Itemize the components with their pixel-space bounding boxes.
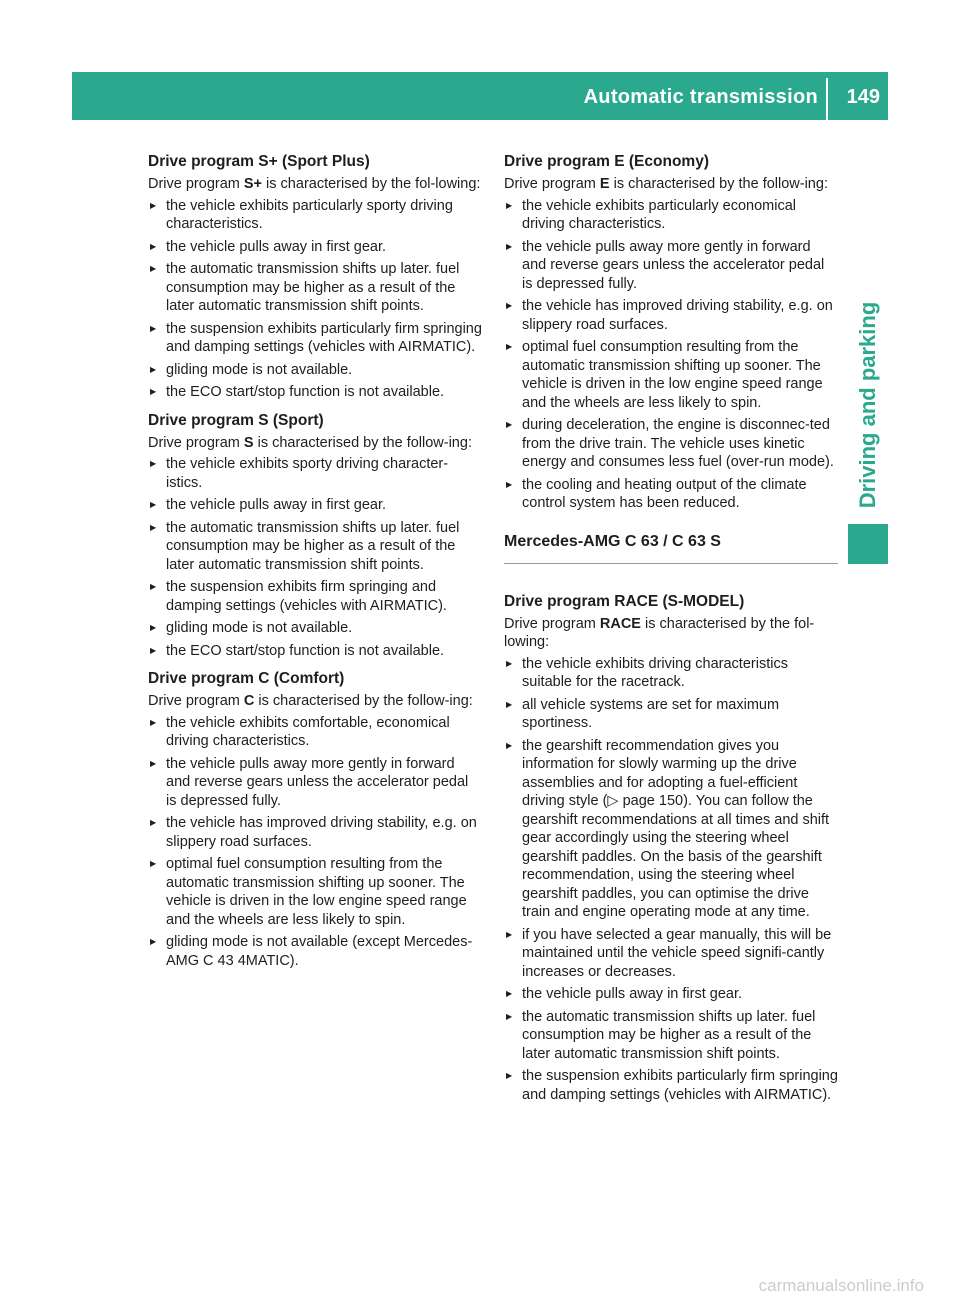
- bullet-arrow-icon: [506, 238, 512, 257]
- list-item-text: the automatic transmission shifts up later. fuel consumption may be higher as a result of the later automatic transmission shift points.: [166, 261, 460, 314]
- intro-text: Drive program: [504, 176, 600, 192]
- list-item: [504, 476, 838, 513]
- list-item: [148, 814, 482, 851]
- list-item: [148, 755, 482, 811]
- bullet-arrow-icon: [150, 578, 156, 597]
- list-item-text: optimal fuel consumption resulting from the automatic transmission shifting up sooner. The vehicle is driven in the low engine speed range and the wheels are less likely to spin.: [522, 339, 823, 411]
- list-item: [504, 338, 838, 412]
- list-item-text: the vehicle pulls away more gently in forward and reverse gears unless the accelerator pedal is depressed fully.: [166, 755, 469, 809]
- program-key: S+: [243, 176, 263, 192]
- list-item-text: all vehicle systems are set for maximum sportiness.: [522, 696, 780, 731]
- list-item: [148, 714, 482, 751]
- bullet-arrow-icon: [150, 714, 156, 733]
- bullet-arrow-icon: [506, 338, 512, 357]
- list-item: [504, 655, 838, 692]
- bullet-arrow-icon: [506, 655, 512, 674]
- bullet-arrow-icon: [506, 476, 512, 495]
- bullet-list: [504, 197, 838, 513]
- bullet-arrow-icon: [506, 696, 512, 715]
- intro-text: Drive program: [504, 615, 600, 632]
- section-heading: Drive program S (Sport): [148, 411, 324, 429]
- intro-text: is characterised by the follow-ing:: [253, 434, 472, 451]
- intro-text: Drive program: [148, 176, 244, 192]
- section-intro: [148, 175, 482, 194]
- list-item: [504, 197, 838, 234]
- list-item: [148, 361, 482, 380]
- bullet-arrow-icon: [150, 855, 156, 874]
- section-heading: Drive program C (Comfort): [148, 670, 345, 687]
- list-item: [504, 696, 838, 733]
- section-intro: [148, 692, 482, 711]
- list-item-text: gliding mode is not available.: [166, 620, 353, 636]
- list-item-text: the vehicle exhibits comfortable, economical driving characteristics.: [166, 714, 450, 749]
- program-key: E: [599, 176, 610, 192]
- list-item-text: the vehicle has improved driving stability, e.g. on slippery road surfaces.: [522, 298, 833, 333]
- bullet-arrow-icon: [506, 1067, 512, 1086]
- bullet-arrow-icon: [150, 361, 156, 380]
- list-item: [504, 297, 838, 334]
- list-item: [148, 455, 482, 492]
- bullet-arrow-icon: [150, 642, 156, 661]
- intro-text: is characterised by the fol-lowing:: [504, 615, 815, 650]
- list-item-text: the vehicle exhibits particularly economical driving characteristics.: [522, 197, 797, 232]
- bullet-arrow-icon: [150, 619, 156, 638]
- section-sport-plus: [148, 152, 482, 402]
- bullet-list: [504, 655, 838, 1105]
- bullet-list: [148, 455, 482, 660]
- bullet-arrow-icon: [150, 455, 156, 474]
- header-divider: [826, 78, 828, 120]
- page-number: 149: [846, 86, 880, 108]
- list-item-text: the vehicle exhibits driving characteristics suitable for the racetrack.: [522, 655, 788, 690]
- list-item: [148, 578, 482, 615]
- section-intro: [504, 175, 838, 194]
- page-title: Automatic transmission: [583, 86, 818, 108]
- list-item: [148, 619, 482, 638]
- list-item-text: if you have selected a gear manually, this will be maintained until the vehicle speed signifi-cantly increases or decreases.: [522, 926, 832, 980]
- list-item: [504, 416, 838, 472]
- section-intro: [504, 615, 838, 652]
- list-item-text: the automatic transmission shifts up later. fuel consumption may be higher as a result of the later automatic transmission shift points.: [166, 519, 460, 573]
- list-item: [148, 642, 482, 661]
- list-item-text: the suspension exhibits firm springing and damping settings (vehicles with AIRMATIC).: [166, 579, 447, 614]
- list-item: [148, 383, 482, 402]
- bullet-arrow-icon: [506, 1008, 512, 1027]
- list-item: [148, 933, 482, 970]
- bullet-arrow-icon: [150, 383, 156, 402]
- bullet-arrow-icon: [150, 814, 156, 833]
- bullet-arrow-icon: [506, 297, 512, 316]
- chapter-label: Driving and parking: [855, 301, 880, 509]
- bullet-arrow-icon: [506, 985, 512, 1004]
- intro-text: is characterised by the follow-ing:: [609, 176, 828, 192]
- bullet-arrow-icon: [150, 933, 156, 952]
- intro-text: Drive program: [148, 434, 244, 451]
- list-item-text: during deceleration, the engine is disconnec-ted from the drive train. The vehicle uses kinetic energy and consumes less fuel (over-run mode).: [522, 417, 834, 470]
- bullet-arrow-icon: [150, 197, 156, 216]
- bullet-arrow-icon: [150, 519, 156, 538]
- list-item: [148, 197, 482, 234]
- watermark: carmanualsonline.info: [758, 1276, 924, 1295]
- list-item-text: the vehicle exhibits particularly sporty driving characteristics.: [166, 197, 453, 232]
- program-key: S: [243, 434, 254, 451]
- section-comfort: [148, 669, 482, 970]
- list-item-text: the vehicle pulls away in first gear.: [166, 497, 387, 513]
- bullet-list: [148, 714, 482, 971]
- side-chapter-tab: [848, 300, 888, 510]
- list-item-text: the vehicle pulls away more gently in forward and reverse gears unless the accelerator pedal is depressed fully.: [522, 238, 825, 292]
- bullet-arrow-icon: [506, 926, 512, 945]
- list-item-text: gliding mode is not available (except Mercedes-AMG C 43 4MATIC).: [166, 934, 473, 969]
- list-item-text: the vehicle exhibits sporty driving character-istics.: [166, 456, 449, 491]
- section-intro: [148, 434, 482, 453]
- bullet-arrow-icon: [150, 496, 156, 515]
- list-item-text: the suspension exhibits particularly firm springing and damping settings (vehicles with AIRMATIC).: [166, 320, 482, 355]
- list-item: [148, 238, 482, 257]
- bullet-arrow-icon: [150, 320, 156, 339]
- bullet-arrow-icon: [150, 238, 156, 257]
- list-item-text: the vehicle pulls away in first gear.: [166, 238, 387, 255]
- bullet-arrow-icon: [506, 737, 512, 756]
- left-column: [148, 152, 482, 979]
- list-item-text: the vehicle has improved driving stability, e.g. on slippery road surfaces.: [166, 815, 477, 850]
- intro-text: is characterised by the follow-ing:: [254, 693, 473, 709]
- bullet-arrow-icon: [506, 416, 512, 435]
- chapter-marker: [848, 524, 888, 564]
- list-item-text: optimal fuel consumption resulting from the automatic transmission shifting up sooner. The vehicle is driven in the low engine speed range and the wheels are less likely to spin.: [166, 856, 467, 928]
- section-heading: Drive program E (Economy): [504, 153, 709, 170]
- list-item-text: the suspension exhibits particularly firm springing and damping settings (vehicles with AIRMATIC).: [522, 1068, 838, 1103]
- list-item: [504, 926, 838, 982]
- list-item-text: the gearshift recommendation gives you information for slowly warming up the drive assemblies and for adopting a fuel-efficient driving style (▷ page 150). You can follow the gearshift recommendations at all times and shift gear accordingly using the steering wheel gearshift paddles. On the basis of the gearshift recommendation, using the steering wheel gearshift paddles, you can optimise the drive train and engine operating mode at any time.: [522, 737, 830, 920]
- bullet-arrow-icon: [150, 755, 156, 774]
- list-item: [504, 238, 838, 294]
- intro-text: Drive program: [148, 693, 244, 709]
- list-item: [148, 496, 482, 515]
- list-item: [148, 320, 482, 357]
- program-key: RACE: [599, 615, 641, 632]
- list-item-text: the cooling and heating output of the climate control system has been reduced.: [522, 476, 807, 511]
- amg-section-heading: Mercedes-AMG C 63 / C 63 S: [504, 531, 838, 564]
- bullet-arrow-icon: [150, 260, 156, 279]
- bullet-list: [148, 197, 482, 402]
- list-item: [504, 1067, 838, 1104]
- header-bar: [72, 72, 888, 120]
- section-economy: [504, 152, 838, 513]
- list-item: [148, 855, 482, 929]
- list-item-text: the automatic transmission shifts up later. fuel consumption may be higher as a result of the later automatic transmission shift points.: [522, 1008, 816, 1062]
- section-heading: Drive program S+ (Sport Plus): [148, 153, 370, 170]
- list-item: [148, 260, 482, 316]
- list-item: [148, 519, 482, 575]
- right-column: [504, 152, 838, 1113]
- list-item: [504, 737, 838, 922]
- section-heading: Drive program RACE (S-MODEL): [504, 592, 745, 610]
- bullet-arrow-icon: [506, 197, 512, 216]
- section-race: [504, 592, 838, 1105]
- intro-text: is characterised by the fol-lowing:: [262, 176, 481, 192]
- list-item: [504, 1008, 838, 1064]
- list-item-text: the ECO start/stop function is not available.: [166, 642, 445, 659]
- list-item: [504, 985, 838, 1004]
- list-item-text: the ECO start/stop function is not available.: [166, 384, 445, 400]
- list-item-text: gliding mode is not available.: [166, 361, 353, 378]
- list-item-text: the vehicle pulls away in first gear.: [522, 986, 743, 1002]
- section-sport: [148, 411, 482, 661]
- program-key: C: [243, 693, 255, 709]
